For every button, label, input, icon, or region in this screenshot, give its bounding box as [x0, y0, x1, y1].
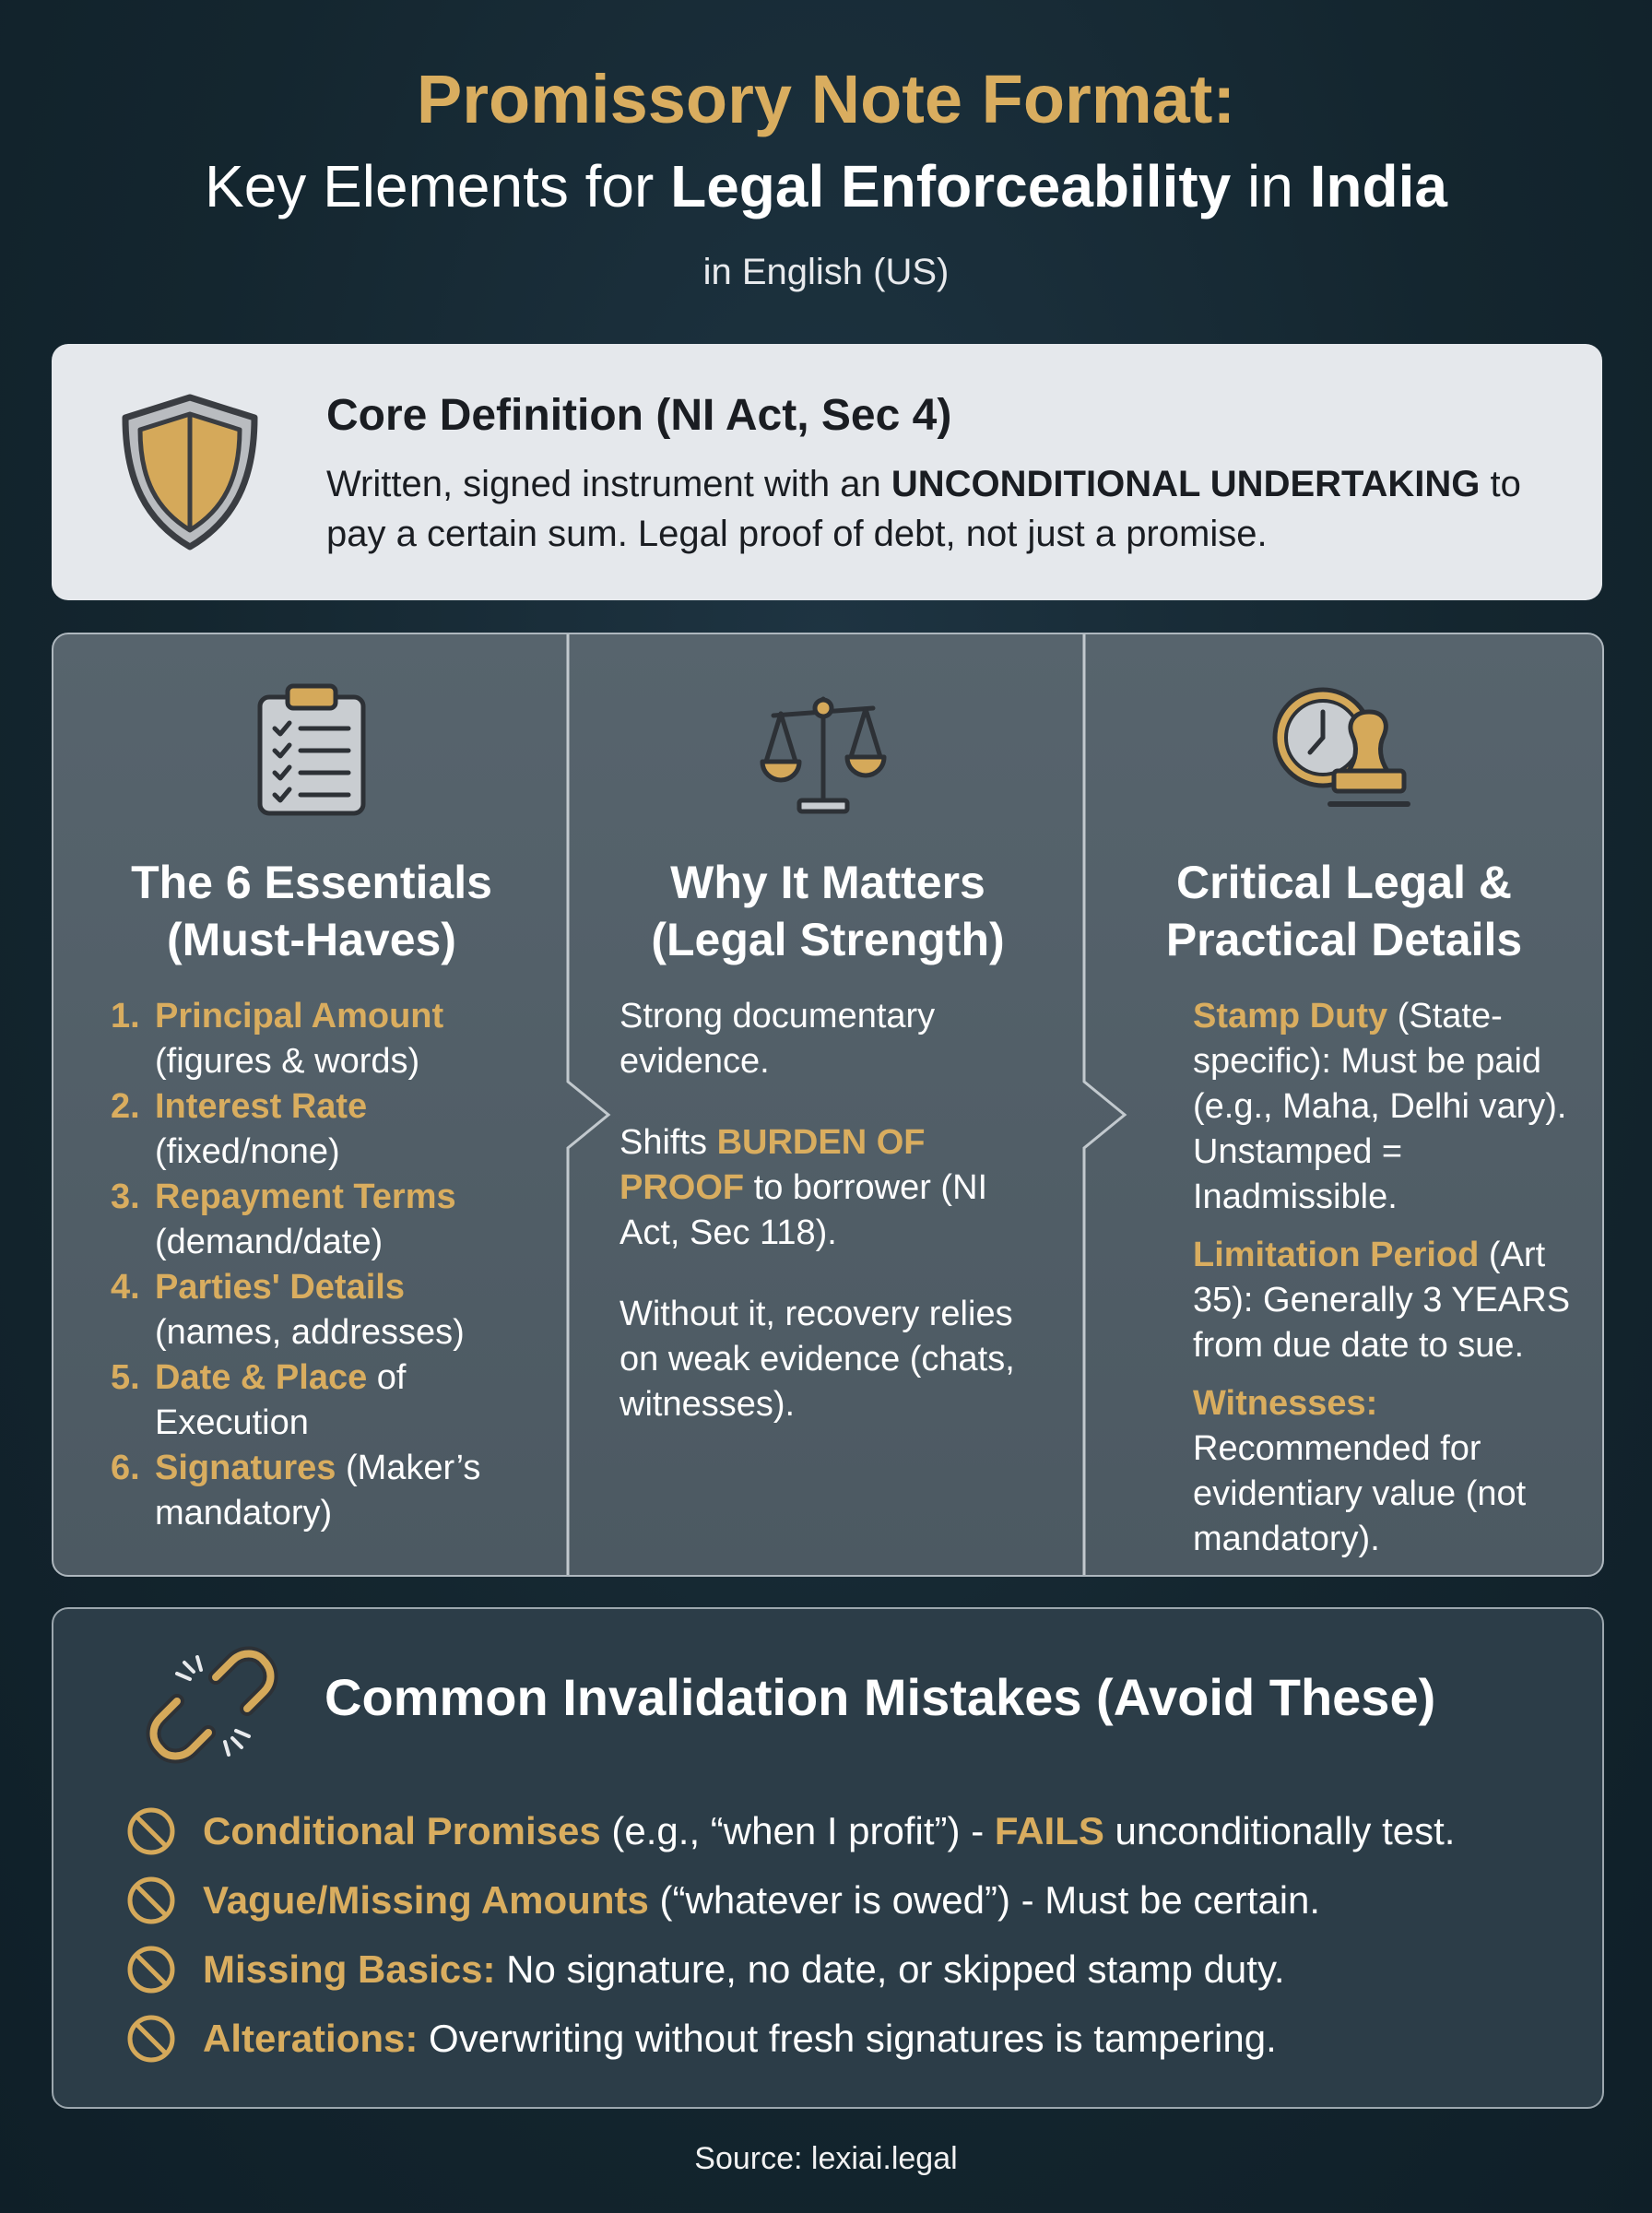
prohibited-icon [125, 2013, 177, 2065]
critical-item-limitation [1193, 1233, 1602, 1368]
essential-label: Date & Place [155, 1358, 368, 1397]
mistake-desc: Overwriting without fresh signatures is tampering. [418, 2016, 1277, 2060]
header [0, 55, 1652, 295]
mistake-item [125, 1935, 1455, 2004]
essential-item [111, 1446, 553, 1536]
essential-content [155, 1355, 406, 1446]
mistakes-panel [52, 1607, 1604, 2109]
essentials-title-line: The 6 Essentials [131, 857, 492, 908]
essential-rest: of [367, 1358, 407, 1397]
critical-label: Stamp Duty [1193, 997, 1388, 1035]
mistake-label: Conditional Promises [203, 1808, 601, 1852]
why-title [570, 854, 1086, 968]
why-column [570, 634, 1086, 1575]
essential-sub: (demand/date) [155, 1223, 384, 1261]
core-text [326, 459, 1562, 559]
mistake-item [125, 1865, 1455, 1935]
prohibited-icon [125, 1875, 177, 1926]
essential-label: Signatures [155, 1449, 336, 1487]
mistake-text [203, 2017, 1277, 2061]
why-title-line: Why It Matters [670, 857, 985, 908]
essential-label: Interest Rate [155, 1087, 368, 1126]
essential-content [155, 1265, 465, 1355]
critical-title-line: Practical Details [1165, 914, 1523, 965]
essential-sub: (fixed/none) [155, 1132, 340, 1171]
scales-of-justice-icon [759, 680, 888, 819]
three-column-panel [52, 633, 1604, 1577]
critical-column [1086, 634, 1602, 1575]
essential-content [155, 1446, 480, 1536]
why-highlight: BURDEN OF PROOF [620, 1123, 926, 1207]
essential-sub: Execution [155, 1403, 309, 1442]
why-paragraph [620, 1120, 1053, 1256]
essential-number: 1. [111, 997, 140, 1035]
title-sub-bold: Legal Enforceability [670, 153, 1232, 219]
why-paragraph: Strong documentary evidence. [620, 997, 936, 1081]
essentials-title-line: (Must-Haves) [167, 914, 456, 965]
mistake-desc: No signature, no date, or skipped stamp duty. [495, 1947, 1285, 1991]
shield-icon [116, 392, 264, 553]
essential-number: 4. [111, 1268, 140, 1307]
essential-content [155, 994, 443, 1084]
mistake-desc: unconditionally test. [1103, 1808, 1456, 1852]
essential-label: Principal Amount [155, 997, 444, 1035]
essential-item [111, 994, 553, 1084]
why-paragraph: Without it, recovery relies on weak evidence (chats, witnesses). [620, 1295, 1015, 1424]
critical-text: Recommended for evidentiary value (not mandatory). [1193, 1429, 1527, 1558]
critical-text: (State-specific): Must be paid (e.g., Maha, Delhi vary). Unstamped = Inadmissible. [1193, 997, 1567, 1216]
core-text-bold: UNCONDITIONAL UNDERTAKING [891, 464, 1481, 504]
title-sub-part: in [1231, 153, 1310, 219]
essentials-column [53, 634, 570, 1575]
mistake-item [125, 2004, 1455, 2073]
why-title-line: (Legal Strength) [651, 914, 1005, 965]
core-text-part: to pay a certain sum. Legal proof of debt, not just a promise. [326, 464, 1521, 554]
mistake-label: Missing Basics: [203, 1947, 496, 1991]
critical-item-witnesses [1193, 1381, 1602, 1562]
subtitle: in English (US) [702, 252, 950, 292]
essential-item [111, 1175, 553, 1265]
critical-title [1086, 854, 1602, 968]
broken-chain-icon [144, 1637, 282, 1775]
essential-content [155, 1084, 367, 1175]
essential-number: 5. [111, 1358, 140, 1397]
essential-label: Parties' Details [155, 1268, 405, 1307]
essential-content [155, 1175, 456, 1265]
source-credit: Source: lexiai.legal [694, 2141, 958, 2176]
title-sub [0, 144, 1652, 229]
critical-label: Limitation Period [1193, 1236, 1480, 1274]
prohibited-icon [125, 1805, 177, 1857]
mistake-desc: (e.g., “when I profit”) - [600, 1808, 995, 1852]
mistakes-title: Common Invalidation Mistakes (Avoid These) [324, 1668, 1436, 1726]
prohibited-icon [125, 1944, 177, 1995]
mistake-item [125, 1796, 1455, 1865]
core-definition-card [52, 344, 1602, 600]
critical-label: Witnesses: [1193, 1384, 1378, 1423]
essential-rest: (Maker’s [336, 1449, 481, 1487]
essential-item [111, 1355, 553, 1446]
critical-text: (Art 35): Generally 3 YEARS from due date to sue. [1193, 1236, 1571, 1365]
critical-item-stamp-duty [1193, 994, 1602, 1220]
essential-number: 2. [111, 1087, 140, 1126]
essential-sub: (names, addresses) [155, 1313, 465, 1352]
mistake-text [203, 1809, 1455, 1853]
why-text: to borrower (NI Act, Sec 118). [620, 1168, 988, 1252]
mistake-label: Vague/Missing Amounts [203, 1877, 649, 1922]
mistake-bold: FAILS [994, 1808, 1104, 1852]
mistake-label: Alterations: [203, 2016, 419, 2060]
essential-sub: mandatory) [155, 1494, 333, 1533]
why-text: Shifts [620, 1123, 717, 1162]
essential-number: 3. [111, 1178, 140, 1216]
mistake-text [203, 1947, 1285, 1992]
essentials-body [111, 994, 553, 1536]
clipboard-checklist-icon [247, 680, 376, 819]
mistakes-list [125, 1796, 1455, 2073]
mistake-desc: (“whatever is owed”) - Must be certain. [648, 1877, 1321, 1922]
critical-title-line: Critical Legal & [1176, 857, 1512, 908]
title-main: Promissory Note Format: [416, 61, 1236, 137]
core-title: Core Definition (NI Act, Sec 4) [326, 391, 952, 440]
core-text-part: Written, signed instrument with an [326, 464, 891, 504]
mistake-text [203, 1878, 1320, 1923]
title-sub-part: Key Elements for [205, 153, 671, 219]
title-sub-bold: India [1309, 153, 1447, 219]
essentials-title [53, 854, 570, 968]
why-body [620, 994, 1053, 1463]
essential-item [111, 1265, 553, 1355]
essentials-list [111, 994, 553, 1536]
essential-sub: (figures & words) [155, 1042, 420, 1081]
clock-stamp-icon [1266, 680, 1422, 819]
critical-body [1193, 994, 1602, 1575]
essential-item [111, 1084, 553, 1175]
essential-label: Repayment Terms [155, 1178, 456, 1216]
essential-number: 6. [111, 1449, 140, 1487]
